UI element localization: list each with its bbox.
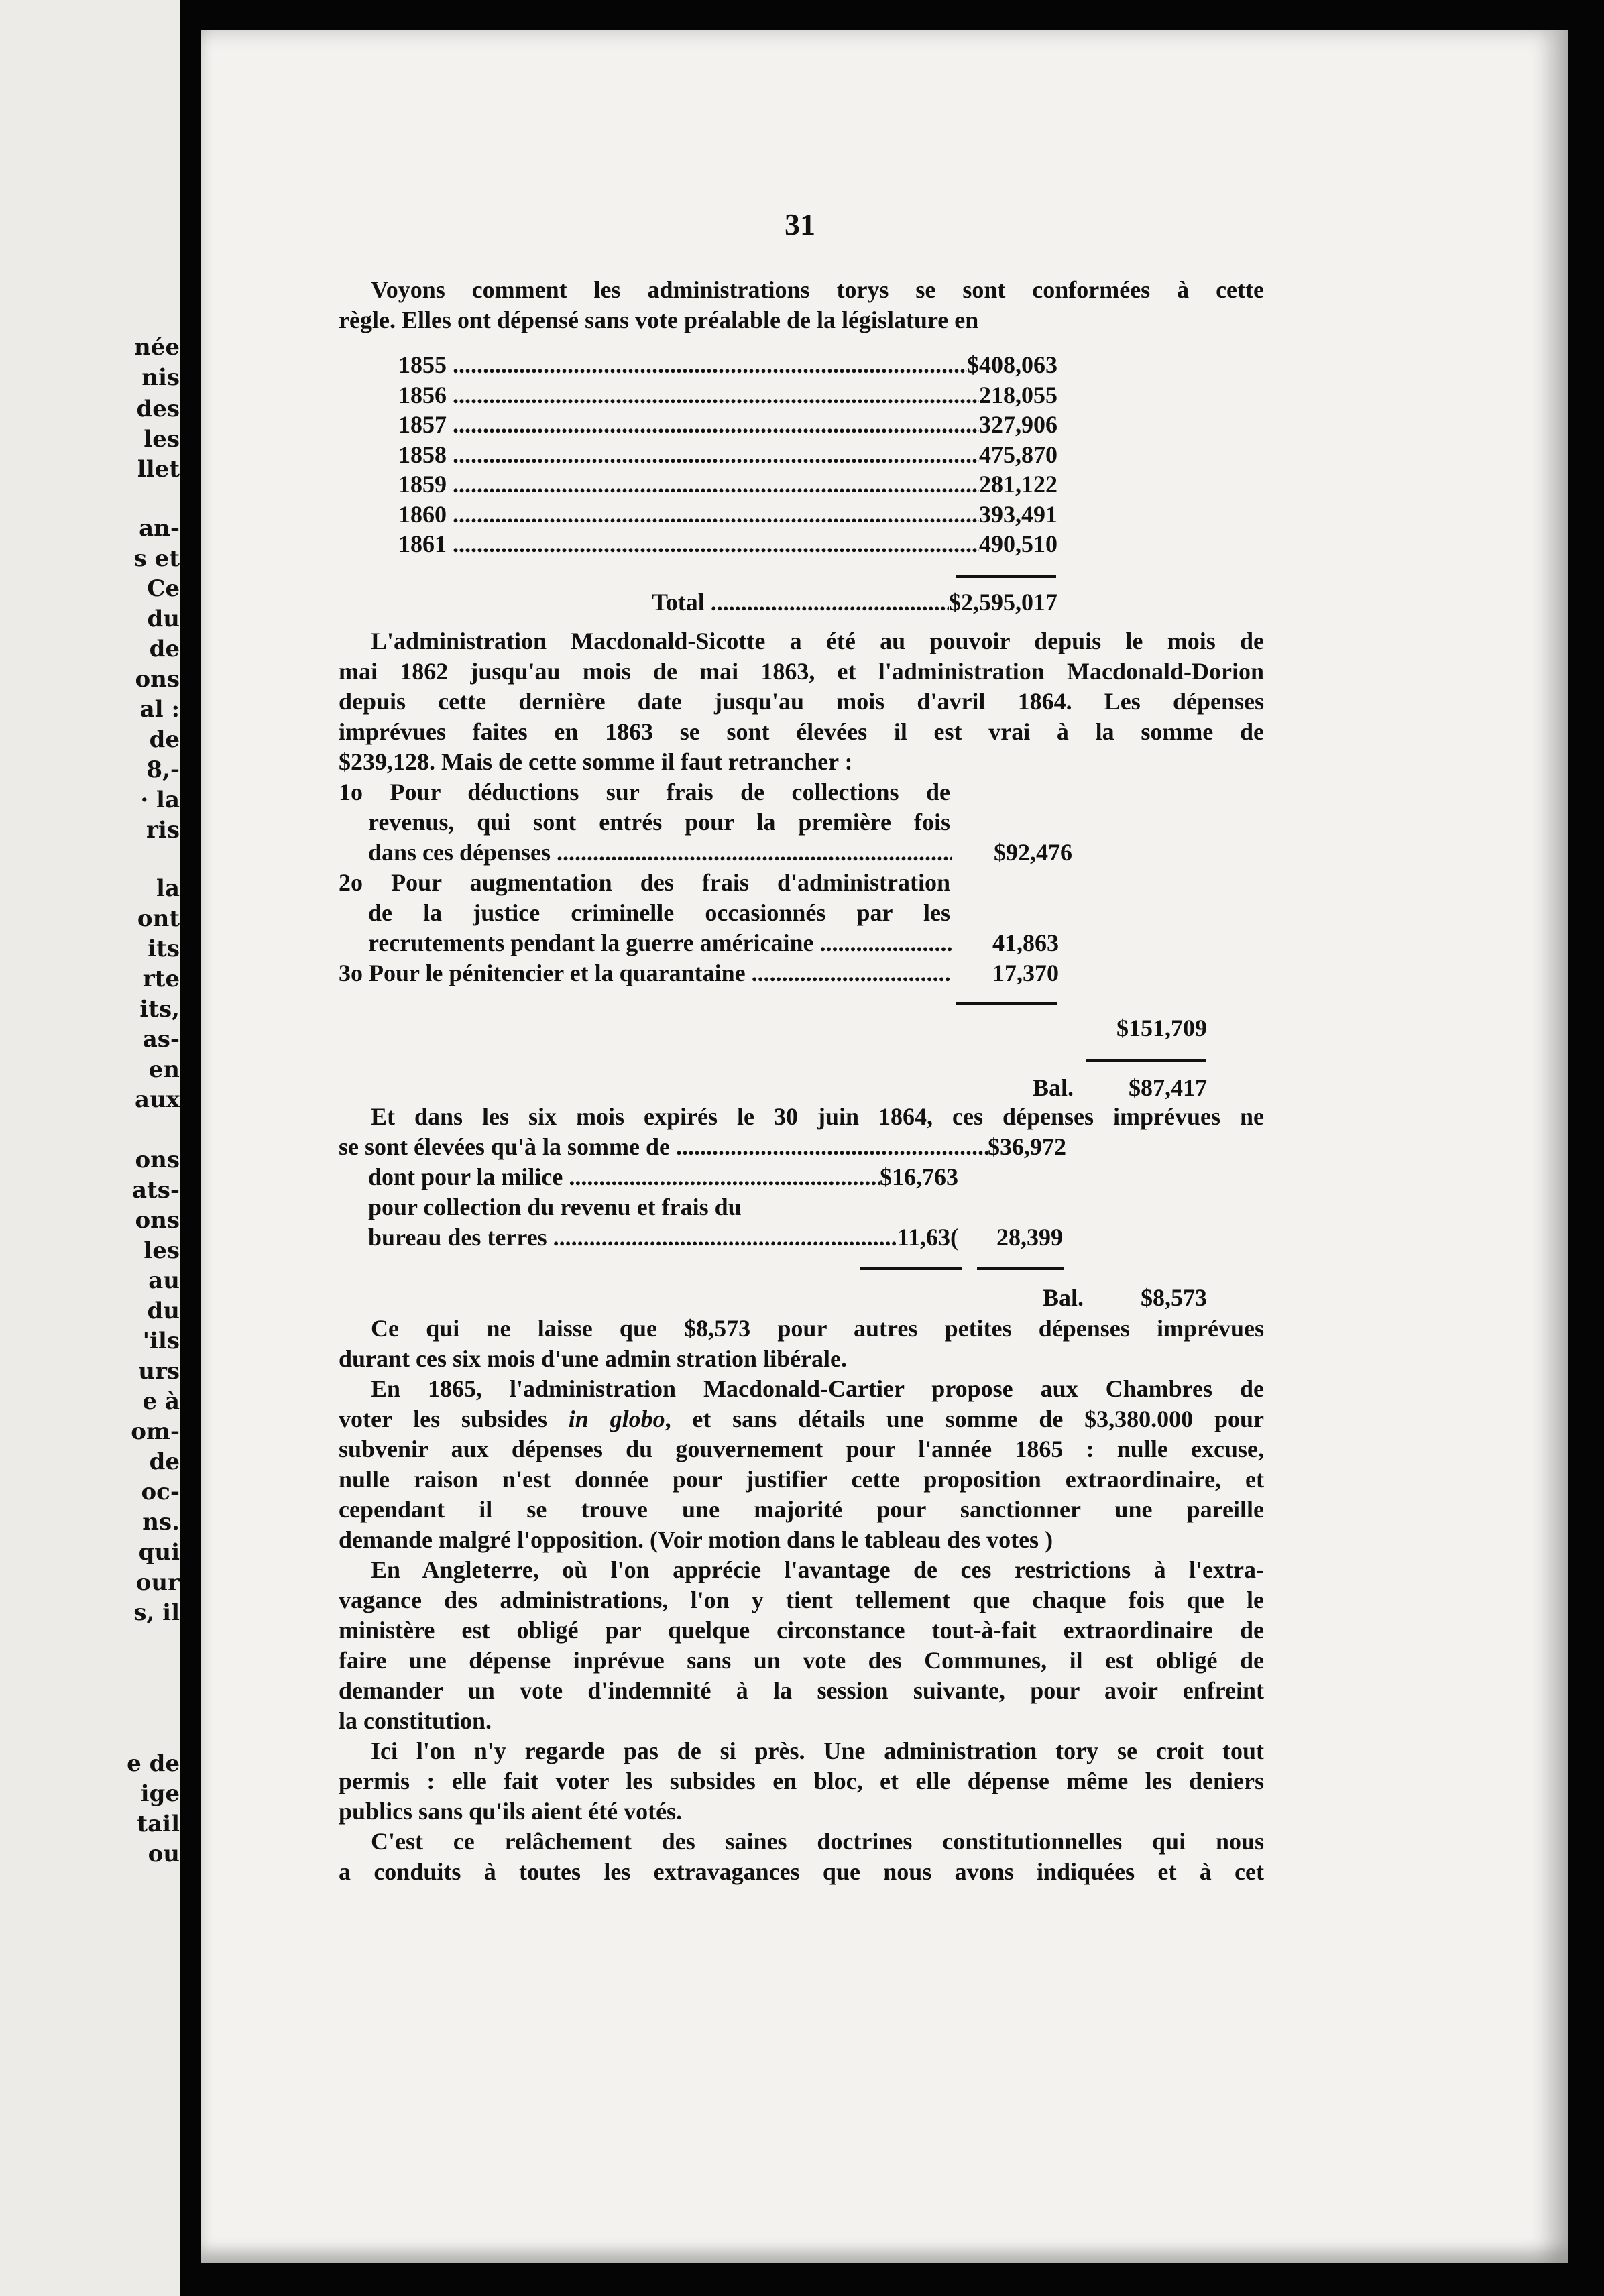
milice-label: dont pour la milice ..... bbox=[368, 1162, 880, 1192]
facing-page-text: du bbox=[147, 606, 180, 632]
deduction-label: 3o Pour le pénitencier et la quarantaine ..... bbox=[339, 958, 952, 988]
collection-line bbox=[368, 1192, 905, 1222]
sicotte-paragraph bbox=[339, 626, 1264, 777]
six-mois-sum bbox=[979, 1222, 1063, 1253]
sum-rule bbox=[860, 1267, 962, 1270]
facing-page-text: aux bbox=[134, 1086, 180, 1113]
facing-page-text: its, bbox=[139, 996, 180, 1023]
sum-rule bbox=[956, 575, 1056, 578]
text-line: nulle raison n'est donnée pour justifier cette proposition extraordinaire, et bbox=[339, 1466, 1264, 1493]
year-row bbox=[398, 529, 1057, 559]
facing-page-text: tail bbox=[137, 1811, 180, 1837]
six-mois-sum-amount: 28,399 bbox=[996, 1224, 1063, 1251]
six-mois-paragraph bbox=[339, 1102, 1264, 1132]
text-line: Voyons comment les administrations torys se sont conformées à cette bbox=[371, 276, 1264, 303]
deduction-label: dans ces dépenses ..... bbox=[368, 838, 952, 868]
deduction-2-total bbox=[368, 928, 1059, 958]
facing-page-text: ns. bbox=[142, 1509, 180, 1536]
facing-page-text: ris bbox=[146, 817, 180, 844]
text-line: demander un vote d'indemnité à la session suivante, pour avoir enfreint bbox=[339, 1677, 1264, 1704]
facing-page-text: de bbox=[149, 726, 180, 753]
facing-page-text: urs bbox=[138, 1358, 180, 1385]
facing-page-text: Ce bbox=[147, 575, 180, 602]
facing-page-text: oc- bbox=[141, 1479, 180, 1505]
text-line: ministère est obligé par quelque circonstance tout-à-fait extraordinaire de bbox=[339, 1617, 1264, 1644]
text-line: permis : elle fait voter les subsides en bloc, et elle dépense même les deniers bbox=[339, 1768, 1264, 1794]
text-line: imprévues faites en 1863 se sont élevées il est vrai à la somme de bbox=[339, 718, 1264, 745]
sum-rule bbox=[977, 1267, 1064, 1270]
text-line: subvenir aux dépenses du gouvernement pour l'année 1865 : nulle excuse, bbox=[339, 1436, 1264, 1462]
facing-page-text: les bbox=[144, 426, 180, 453]
text-line: règle. Elles ont dépensé sans vote préalable de la législature en bbox=[339, 306, 979, 333]
text-line: $239,128. Mais de cette somme il faut retrancher : bbox=[339, 748, 853, 775]
balance-amount: $87,417 bbox=[1129, 1074, 1207, 1101]
text-line: mai 1862 jusqu'au mois de mai 1863, et l'administration Macdonald-Dorion bbox=[339, 658, 1264, 685]
collection-row bbox=[368, 1222, 958, 1253]
text-line: faire une dépense inprévue sans un vote des Communes, il est obligé de bbox=[339, 1647, 1264, 1674]
text-line: 1o Pour déductions sur frais de collections de bbox=[339, 779, 950, 805]
year-amount: 475,870 bbox=[979, 441, 1057, 468]
deductions-sum-amount: $151,709 bbox=[1116, 1015, 1207, 1041]
facing-page-text: s et bbox=[133, 545, 180, 572]
text-line: Ce qui ne laisse que $8,573 pour autres petites dépenses imprévues bbox=[371, 1315, 1264, 1342]
text-line: Et dans les six mois expirés le 30 juin 1864, ces dépenses imprévues ne bbox=[371, 1103, 1264, 1130]
facing-page-text: en bbox=[148, 1056, 180, 1083]
deduction-2 bbox=[339, 868, 950, 928]
balance-label: Bal. bbox=[1033, 1074, 1074, 1101]
balance-label: Bal. bbox=[1043, 1284, 1084, 1311]
balance-row-1 bbox=[1033, 1073, 1207, 1103]
facing-page-text: ons bbox=[135, 1147, 180, 1173]
facing-page-text: de bbox=[149, 636, 180, 663]
year-label: 1859 ..... bbox=[398, 469, 979, 500]
facing-page-text: ige bbox=[140, 1780, 180, 1807]
balance-row-2 bbox=[1043, 1283, 1207, 1313]
year-amount: 327,906 bbox=[979, 411, 1057, 438]
collection-label: pour collection du revenu et frais du bbox=[368, 1194, 742, 1220]
text-line: 2o Pour augmentation des frais d'administration bbox=[339, 869, 950, 896]
year-row bbox=[398, 380, 1057, 410]
angleterre-paragraph bbox=[339, 1555, 1264, 1736]
facing-page-text: 'ils bbox=[142, 1328, 180, 1355]
facing-page-text: · la bbox=[140, 787, 180, 813]
laisse-paragraph bbox=[339, 1314, 1264, 1374]
year-row bbox=[398, 350, 1057, 380]
year-label: 1860 ..... bbox=[398, 500, 979, 530]
facing-page-text: its bbox=[148, 935, 180, 962]
facing-page-text: s, il bbox=[133, 1599, 180, 1626]
year-amount: $408,063 bbox=[967, 351, 1057, 378]
facing-page-text: ats- bbox=[132, 1177, 180, 1204]
sum-rule bbox=[956, 1002, 1057, 1005]
text-line: Ici l'on n'y regarde pas de si près. Une administration tory se croit tout bbox=[371, 1737, 1264, 1764]
text-line: revenus, qui sont entrés pour la première fois bbox=[368, 809, 950, 836]
milice-amount: $16,763 bbox=[880, 1163, 958, 1190]
text-line: de la justice criminelle occasionnés par les bbox=[368, 899, 950, 926]
deduction-1 bbox=[339, 777, 950, 838]
text-line: C'est ce relâchement des saines doctrines constitutionnelles qui nous bbox=[371, 1828, 1264, 1855]
deductions-sum bbox=[1093, 1013, 1207, 1043]
text-line: En Angleterre, où l'on apprécie l'avantage de ces restrictions à l'extra- bbox=[371, 1556, 1264, 1583]
facing-page-text: an- bbox=[139, 515, 180, 542]
facing-page-edge bbox=[0, 0, 180, 2296]
year-amount: 281,122 bbox=[979, 471, 1057, 498]
facing-page-text: om- bbox=[131, 1418, 180, 1445]
facing-page-text: llet bbox=[137, 456, 180, 483]
text-line: durant ces six mois d'une admin stration libérale. bbox=[339, 1345, 848, 1372]
text-line: la constitution. bbox=[339, 1707, 492, 1734]
year-label: 1857 ..... bbox=[398, 410, 979, 440]
facing-page-text: ons bbox=[135, 1207, 180, 1234]
text-line: demande malgré l'opposition. (Voir motion dans le tableau des votes ) bbox=[339, 1526, 1053, 1553]
facing-page-text: 8,- bbox=[146, 756, 180, 783]
year-row bbox=[398, 469, 1057, 500]
facing-page-text: e à bbox=[142, 1388, 180, 1415]
facing-page-text: les bbox=[144, 1237, 180, 1264]
facing-page-text: la bbox=[156, 875, 180, 902]
year-amount: 218,055 bbox=[979, 381, 1057, 408]
year-amount: 490,510 bbox=[979, 530, 1057, 557]
deduction-3-total bbox=[339, 958, 1059, 988]
year-row bbox=[398, 440, 1057, 470]
year-amount: 393,491 bbox=[979, 500, 1057, 528]
relachement-paragraph bbox=[339, 1827, 1264, 1887]
facing-page-text: nis bbox=[141, 364, 180, 391]
collection-amount: 11,63( bbox=[897, 1224, 958, 1251]
intro-paragraph bbox=[339, 275, 1264, 335]
text-span: voter les subsides bbox=[339, 1405, 569, 1432]
deduction-amount: 17,370 bbox=[992, 960, 1059, 986]
collection-label-2: bureau des terres ..... bbox=[368, 1222, 897, 1253]
total-amount: $2,595,017 bbox=[949, 589, 1057, 616]
paragraph-1865 bbox=[339, 1374, 1264, 1555]
balance-amount: $8,573 bbox=[1141, 1284, 1207, 1311]
total-label: Total ..... bbox=[652, 587, 949, 618]
six-mois-amount: $36,972 bbox=[988, 1133, 1066, 1160]
latin-phrase: in globo bbox=[568, 1405, 665, 1432]
text-line: cependant il se trouve une majorité pour sanctionner une pareille bbox=[339, 1496, 1264, 1523]
text-line: L'administration Macdonald-Sicotte a été au pouvoir depuis le mois de bbox=[371, 628, 1264, 654]
text-line: se sont élevées qu'à la somme de ..... bbox=[339, 1132, 988, 1162]
facing-page-text: as- bbox=[142, 1026, 180, 1053]
sum-rule bbox=[1086, 1059, 1206, 1062]
text-line: En 1865, l'administration Macdonald-Cartier propose aux Chambres de bbox=[371, 1375, 1264, 1402]
deduction-amount: $92,476 bbox=[994, 839, 1072, 866]
text-line: vagance des administrations, l'on y tient tellement que chaque fois que le bbox=[339, 1587, 1264, 1613]
facing-page-text: al : bbox=[139, 696, 180, 723]
text-line: a conduits à toutes les extravagances que nous avons indiquées et à cet bbox=[339, 1858, 1264, 1885]
year-label: 1856 ..... bbox=[398, 380, 979, 410]
facing-page-text: au bbox=[148, 1267, 180, 1294]
facing-page-text: e de bbox=[127, 1750, 180, 1777]
facing-page-text: qui bbox=[138, 1539, 180, 1566]
year-label: 1858 ..... bbox=[398, 440, 979, 470]
text-line: depuis cette dernière date jusqu'au mois d'avril 1864. Les dépenses bbox=[339, 688, 1264, 715]
facing-page-text: ons bbox=[135, 666, 180, 693]
ici-paragraph bbox=[339, 1736, 1264, 1827]
facing-page-text: ou bbox=[148, 1841, 180, 1868]
facing-page-text: née bbox=[134, 334, 180, 361]
year-label: 1861 ..... bbox=[398, 529, 979, 559]
text-line: publics sans qu'ils aient été votés. bbox=[339, 1798, 683, 1825]
milice-row bbox=[368, 1162, 958, 1192]
deduction-amount: 41,863 bbox=[992, 929, 1059, 956]
deduction-label: recrutements pendant la guerre américaine ..... bbox=[368, 928, 952, 958]
page-number: 31 bbox=[785, 207, 815, 241]
year-label: 1855 ..... bbox=[398, 350, 967, 380]
six-mois-total bbox=[339, 1132, 1066, 1162]
facing-page-text: de bbox=[149, 1448, 180, 1475]
total-row bbox=[652, 587, 1057, 618]
year-row bbox=[398, 410, 1057, 440]
facing-page-text: ont bbox=[137, 905, 180, 932]
text-span: , et sans détails une somme de $3,380.000 pour bbox=[665, 1405, 1264, 1432]
facing-page-text: rte bbox=[142, 966, 180, 992]
deduction-1-total bbox=[368, 838, 1072, 868]
facing-page-text: du bbox=[147, 1298, 180, 1324]
facing-page-text: des bbox=[136, 396, 180, 422]
text-line bbox=[339, 1404, 1264, 1434]
facing-page-text: our bbox=[135, 1569, 180, 1596]
year-row bbox=[398, 500, 1057, 530]
